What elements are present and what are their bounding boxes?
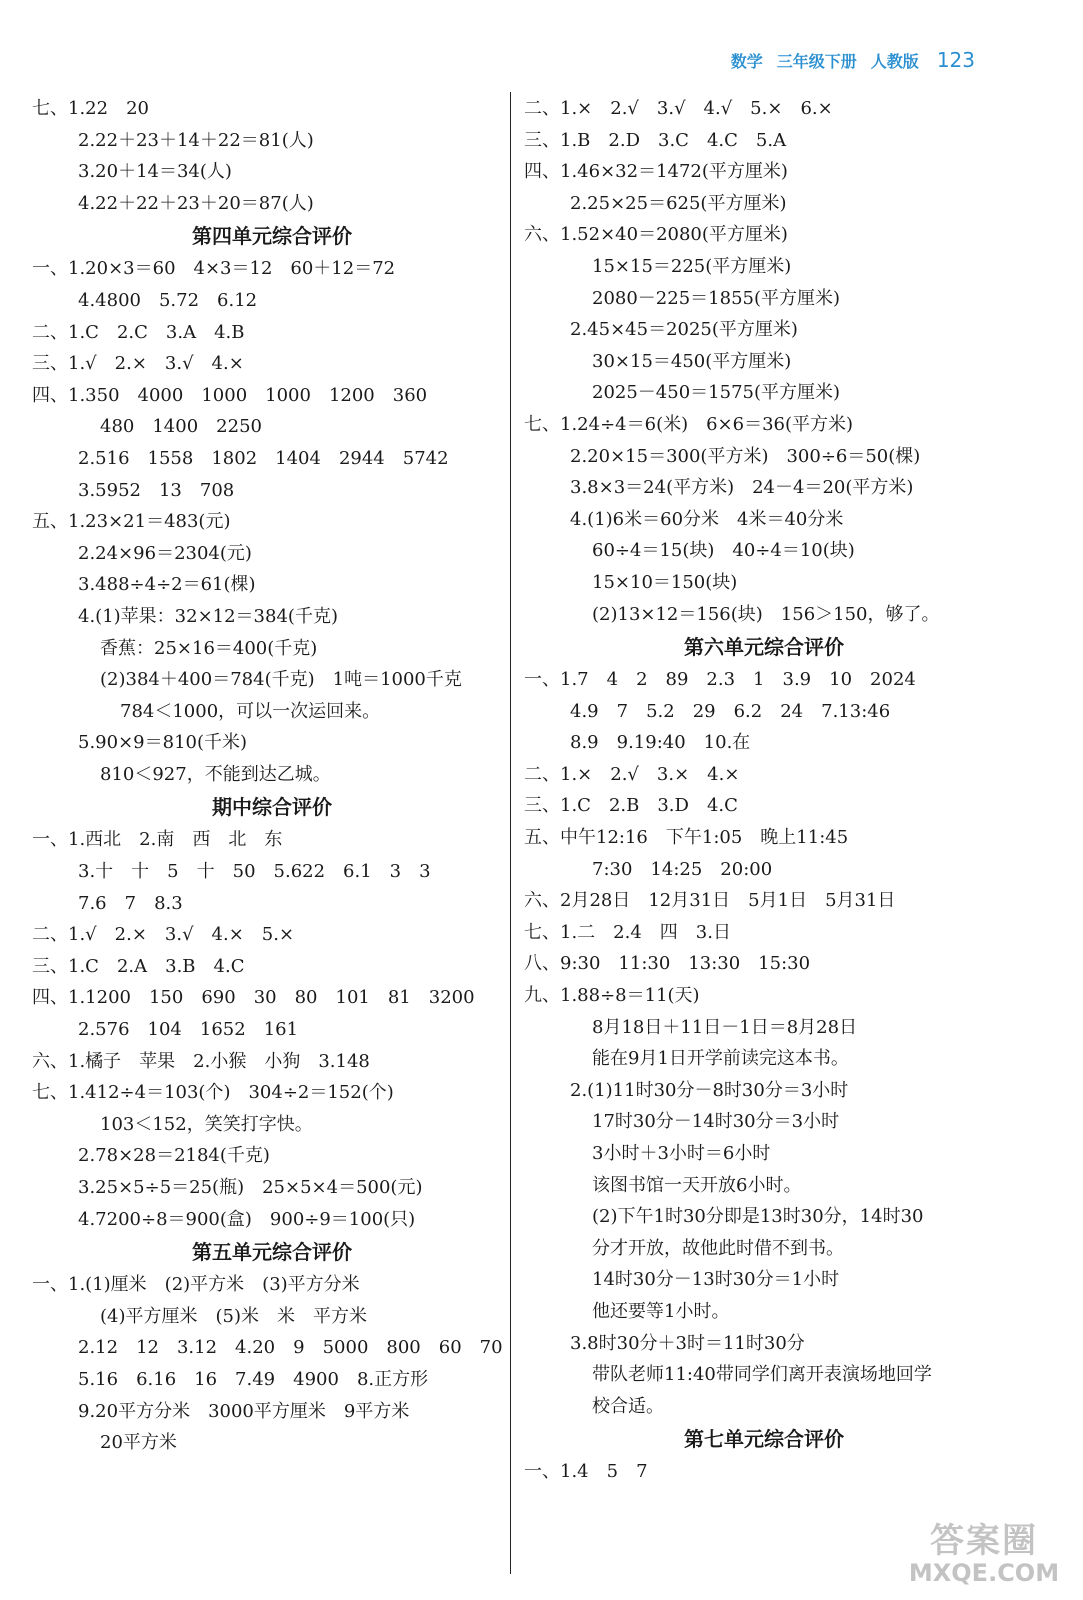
answer-line: 30×15＝450(平方厘米)	[592, 350, 792, 372]
answer-line: 2.20×15＝300(平方米) 300÷6＝50(棵)	[570, 445, 921, 467]
answer-line: 能在9月1日开学前读完这本书。	[592, 1048, 849, 1070]
answer-line: 3.25×5÷5＝25(瓶) 25×5×4＝500(元)	[78, 1177, 423, 1198]
answer-line: 4.22＋22＋23＋20＝87(人)	[78, 192, 314, 214]
answer-line: 二、1.× 2.√ 3.√ 4.√ 5.× 6.×	[524, 98, 833, 119]
page-header	[731, 48, 975, 72]
answer-line: 三、1.C 2.A 3.B 4.C	[32, 955, 245, 977]
answer-line: 六、2月28日 12月31日 5月1日 5月31日	[524, 890, 896, 912]
answer-line: 20平方米	[100, 1432, 177, 1454]
answer-line: 3.8×3＝24(平方米) 24－4＝20(平方米)	[570, 477, 914, 499]
answer-line: 六、1.橘子 苹果 2.小猴 小狗 3.148	[32, 1050, 370, 1072]
answer-line: 4.4800 5.72 6.12	[78, 289, 258, 311]
answer-line: 810＜927，不能到达乙城。	[100, 763, 331, 785]
answer-line: 五、1.23×21＝483(元)	[32, 511, 231, 533]
answer-line: 3.488÷4÷2＝61(棵)	[78, 574, 256, 596]
answer-line: 带队老师11:40带同学们离开表演场地回学	[592, 1364, 932, 1386]
answer-line: (2)384＋400＝784(千克) 1吨＝1000千克	[100, 669, 462, 691]
section-heading: 第五单元综合评价	[192, 1240, 352, 1265]
left-answer-column	[32, 93, 512, 1459]
right-answer-column	[524, 93, 1004, 1488]
answer-line: 该图书馆一天开放6小时。	[592, 1174, 802, 1196]
watermark-logo	[899, 1522, 1069, 1592]
answer-line: 2.25×25＝625(平方厘米)	[570, 192, 787, 214]
answer-line: 7.6 7 8.3	[78, 892, 183, 914]
answer-line: 二、1.√ 2.× 3.√ 4.× 5.×	[32, 924, 295, 946]
answer-line: 8.9 9.19:40 10.在	[570, 732, 751, 754]
answer-line: 2.24×96＝2304(元)	[78, 542, 252, 564]
answer-line: 一、1.4 5 7	[524, 1461, 648, 1483]
answer-line: 五、中午12:16 下午1:05 晚上11:45	[524, 827, 849, 849]
answer-line: 2.576 104 1652 161	[78, 1019, 299, 1041]
answer-line: 六、1.52×40＝2080(平方厘米)	[524, 224, 788, 246]
answer-line: 3.十 十 5 十 50 5.622 6.1 3 3	[78, 861, 431, 883]
answer-line: 15×10＝150(块)	[592, 571, 738, 593]
section-heading: 第七单元综合评价	[684, 1427, 844, 1452]
answer-line: 3.8时30分＋3时＝11时30分	[570, 1332, 805, 1354]
column-divider	[510, 92, 511, 1574]
section-heading: 期中综合评价	[212, 795, 332, 820]
header-edition: 人教版	[870, 52, 919, 71]
answer-line: 5.90×9＝810(千米)	[78, 732, 248, 754]
answer-line: 七、1.二 2.4 四 3.日	[524, 921, 731, 943]
header-subject: 数学	[730, 52, 763, 71]
page-number: 123	[936, 48, 975, 72]
answer-line: 四、1.1200 150 690 30 80 101 81 3200	[32, 987, 475, 1009]
answer-line: 2.(1)11时30分－8时30分＝3小时	[570, 1079, 849, 1101]
answer-line: 8月18日＋11日－1日＝8月28日	[592, 1016, 858, 1038]
answer-line: 二、1.C 2.C 3.A 4.B	[32, 321, 245, 343]
answer-line: 4.9 7 5.2 29 6.2 24 7.13:46	[570, 700, 891, 722]
answer-line: 2.78×28＝2184(千克)	[78, 1145, 270, 1167]
answer-line: 7:30 14:25 20:00	[592, 858, 773, 880]
answer-line: 八、9:30 11:30 13:30 15:30	[524, 953, 811, 975]
answer-line: 2080－225＝1855(平方厘米)	[592, 287, 841, 309]
watermark-url: MXQE.COM	[908, 1559, 1060, 1587]
answer-line: 15×15＝225(平方厘米)	[592, 255, 792, 277]
answer-line: 2.12 12 3.12 4.20 9 5000 800 60 70	[78, 1337, 503, 1359]
answer-line: 5.16 6.16 16 7.49 4900 8.正方形	[78, 1368, 429, 1390]
section-heading: 第四单元综合评价	[192, 224, 352, 249]
answer-line: 3.20＋14＝34(人)	[78, 161, 232, 183]
answer-line: 他还要等1小时。	[592, 1300, 730, 1322]
section-heading: 第六单元综合评价	[684, 635, 844, 660]
answer-line: 17时30分－14时30分＝3小时	[592, 1111, 840, 1133]
answer-line: 分才开放，故他此时借不到书。	[592, 1237, 844, 1259]
answer-line: (2)13×12＝156(块) 156＞150，够了。	[592, 603, 940, 625]
answer-line: 14时30分－13时30分＝1小时	[592, 1269, 840, 1291]
answer-line: 4.(1)苹果：32×12＝384(千克)	[78, 605, 338, 627]
answer-line: 4.(1)6米＝60分米 4米＝40分米	[570, 508, 844, 530]
answer-line: 480 1400 2250	[100, 416, 262, 438]
answer-line: 3.5952 13 708	[78, 479, 235, 501]
watermark-text: 答案圈	[930, 1521, 1038, 1561]
answer-line: 4.7200÷8＝900(盒) 900÷9＝100(只)	[78, 1208, 416, 1230]
answer-line: 2.516 1558 1802 1404 2944 5742	[78, 447, 449, 469]
answer-line: 七、1.24÷4＝6(米) 6×6＝36(平方米)	[524, 413, 854, 435]
answer-line: 一、1.西北 2.南 西 北 东	[32, 829, 283, 851]
answer-line: 一、1.20×3＝60 4×3＝12 60＋12＝72	[32, 258, 396, 280]
answer-line: 香蕉：25×16＝400(千克)	[100, 637, 318, 659]
answer-line: 七、1.412÷4＝103(个) 304÷2＝152(个)	[32, 1082, 394, 1104]
answer-line: 三、1.√ 2.× 3.√ 4.×	[32, 353, 244, 375]
answer-line: 60÷4＝15(块) 40÷4＝10(块)	[592, 540, 855, 562]
answer-line: 校合适。	[592, 1395, 664, 1417]
answer-line: 784＜1000，可以一次运回来。	[120, 700, 381, 722]
answer-line: 三、1.C 2.B 3.D 4.C	[524, 795, 738, 817]
answer-line: 2.45×45＝2025(平方厘米)	[570, 319, 798, 341]
answer-line: (4)平方厘米 (5)米 米 平方米	[100, 1305, 367, 1327]
answer-line: 一、1.7 4 2 89 2.3 1 3.9 10 2024	[524, 669, 916, 691]
answer-line: (2)下午1时30分即是13时30分，14时30	[592, 1206, 924, 1228]
answer-line: 四、1.350 4000 1000 1000 1200 360	[32, 384, 428, 406]
header-grade: 三年级下册	[776, 52, 857, 71]
answer-line: 2025－450＝1575(平方厘米)	[592, 382, 841, 404]
answer-line: 一、1.(1)厘米 (2)平方米 (3)平方分米	[32, 1274, 360, 1296]
answer-line: 二、1.× 2.√ 3.× 4.×	[524, 763, 740, 785]
answer-line: 九、1.88÷8＝11(天)	[524, 985, 700, 1007]
answer-line: 2.22＋23＋14＋22＝81(人)	[78, 129, 314, 151]
answer-line: 七、1.22 20	[32, 98, 149, 119]
answer-line: 9.20平方分米 3000平方厘米 9平方米	[78, 1400, 410, 1422]
answer-line: 三、1.B 2.D 3.C 4.C 5.A	[524, 129, 787, 151]
answer-line: 3小时＋3小时＝6小时	[592, 1143, 771, 1164]
answer-line: 103＜152，笑笑打字快。	[100, 1113, 313, 1135]
answer-line: 四、1.46×32＝1472(平方厘米)	[524, 161, 788, 183]
